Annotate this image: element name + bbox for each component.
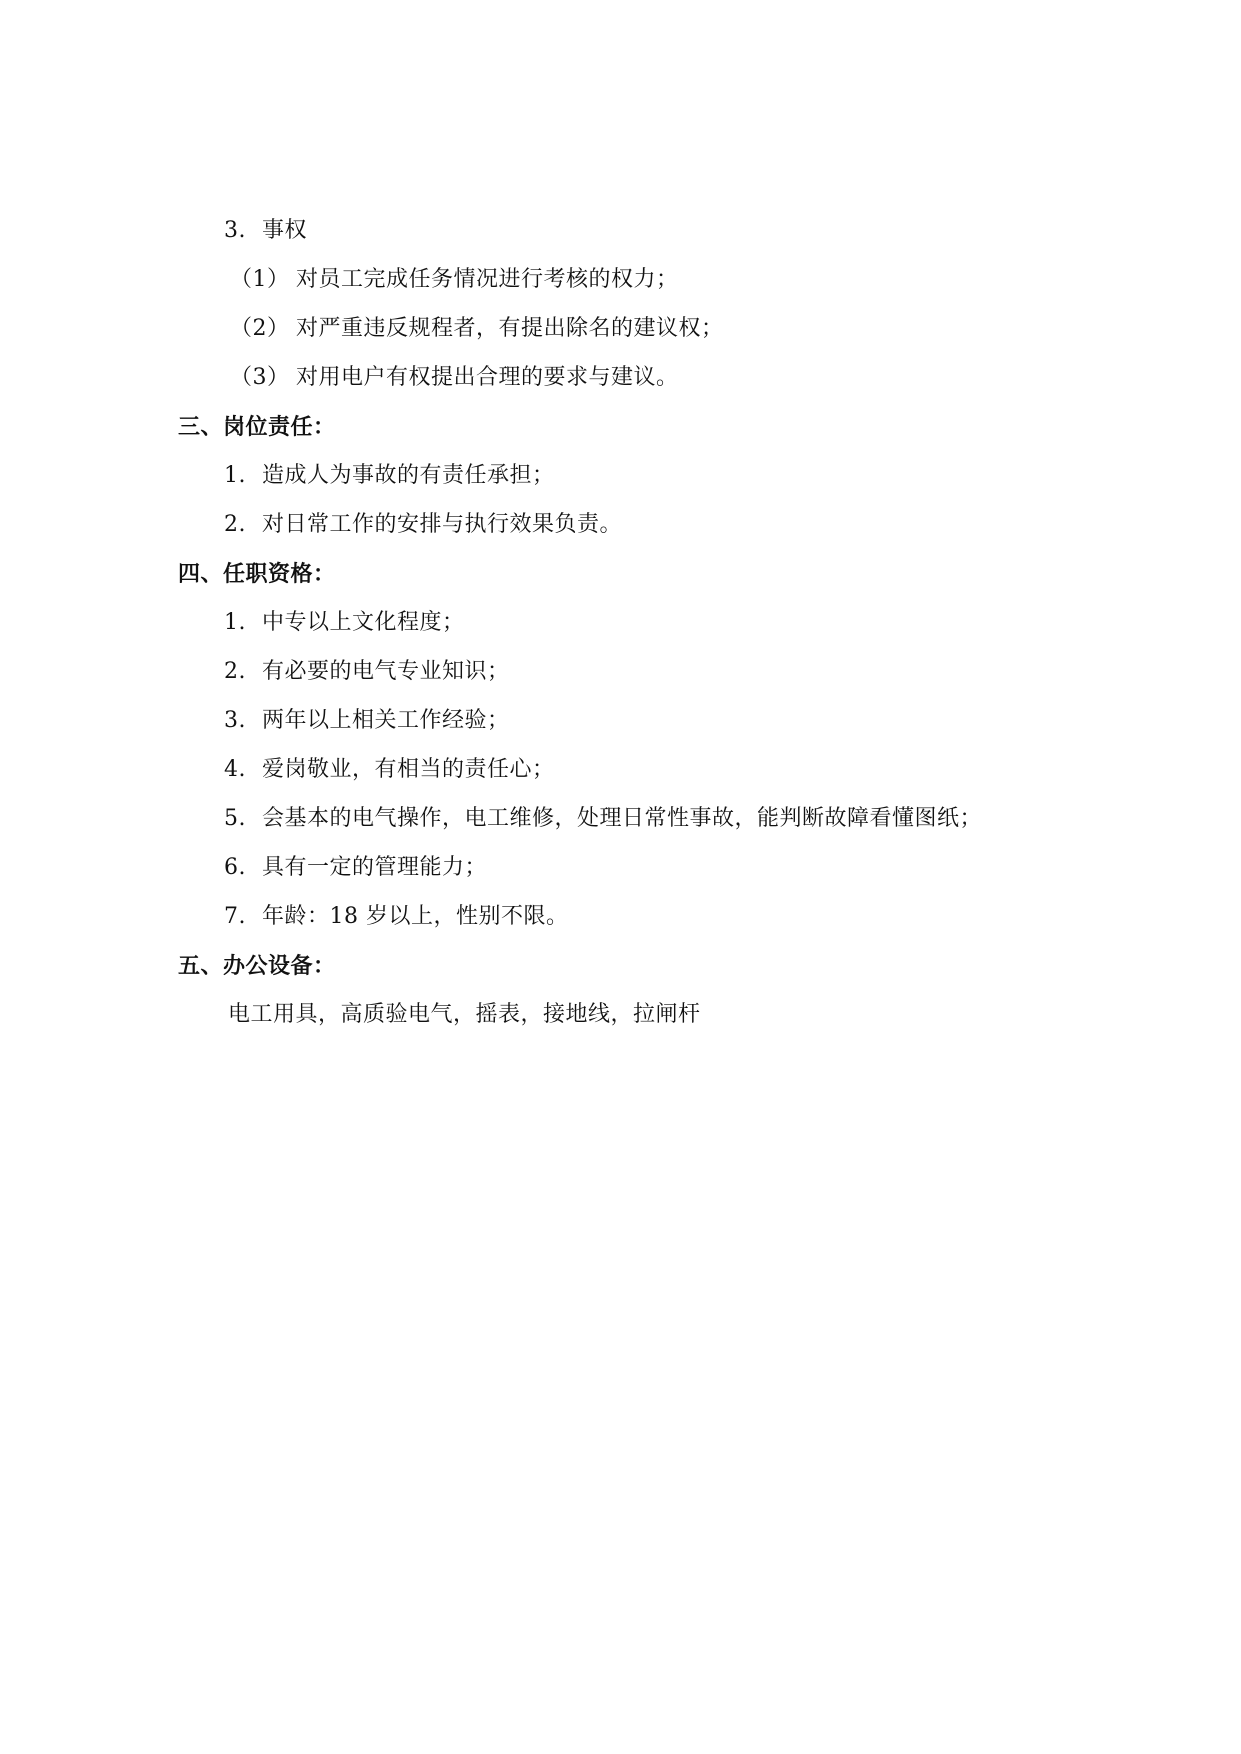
list-item-text: 两年以上相关工作经验； — [262, 708, 510, 733]
list-item — [224, 853, 487, 883]
list-item — [224, 510, 622, 540]
list-item-number: 5. — [224, 806, 246, 831]
sub-section-title — [224, 216, 307, 246]
list-item-number: 6. — [224, 855, 246, 880]
list-item-number: 2. — [224, 512, 246, 537]
list-item-number: （2） — [230, 316, 290, 341]
list-item-number: 1. — [224, 463, 246, 488]
list-item-text: 有必要的电气专业知识； — [262, 659, 510, 684]
list-item-text: 造成人为事故的有责任承担； — [262, 463, 555, 488]
section-heading-responsibility: 三、岗位责任： — [178, 414, 336, 440]
list-item-number: （1） — [230, 267, 290, 292]
list-item-text: 具有一定的管理能力； — [262, 855, 488, 880]
list-item-text: 中专以上文化程度； — [262, 610, 465, 635]
sub-section-label: 事权 — [262, 218, 308, 243]
section-heading-qualification: 四、任职资格： — [178, 561, 336, 587]
list-item — [224, 608, 465, 638]
list-item-number: 3. — [224, 708, 246, 733]
list-item — [224, 461, 555, 491]
equipment-text: 电工用具，高质验电气，摇表，接地线，拉闸杆 — [228, 1002, 701, 1027]
list-item-text: 年龄：18 岁以上，性别不限。 — [262, 904, 569, 929]
list-item-number: （3） — [230, 365, 290, 390]
list-item — [224, 755, 555, 785]
list-item-number: 7. — [224, 904, 246, 929]
list-item-number: 1. — [224, 610, 246, 635]
list-item-text: 会基本的电气操作，电工维修，处理日常性事故，能判断故障看懂图纸； — [262, 806, 983, 831]
list-item — [224, 902, 569, 932]
list-item — [224, 804, 982, 834]
list-item — [230, 363, 679, 393]
list-item-number: 4. — [224, 757, 246, 782]
list-item-text: 对日常工作的安排与执行效果负责。 — [262, 512, 623, 537]
list-item-number: 2. — [224, 659, 246, 684]
list-item-text: 爱岗敬业，有相当的责任心； — [262, 757, 555, 782]
list-item-text: 对员工完成任务情况进行考核的权力； — [296, 267, 679, 292]
list-item-text: 对用电户有权提出合理的要求与建议。 — [296, 365, 679, 390]
list-item — [224, 706, 510, 736]
section-heading-equipment: 五、办公设备： — [178, 953, 336, 979]
list-item — [230, 265, 679, 295]
list-item — [224, 657, 510, 687]
list-item-text: 对严重违反规程者，有提出除名的建议权； — [296, 316, 724, 341]
list-item — [230, 314, 724, 344]
sub-section-number: 3. — [224, 218, 246, 243]
